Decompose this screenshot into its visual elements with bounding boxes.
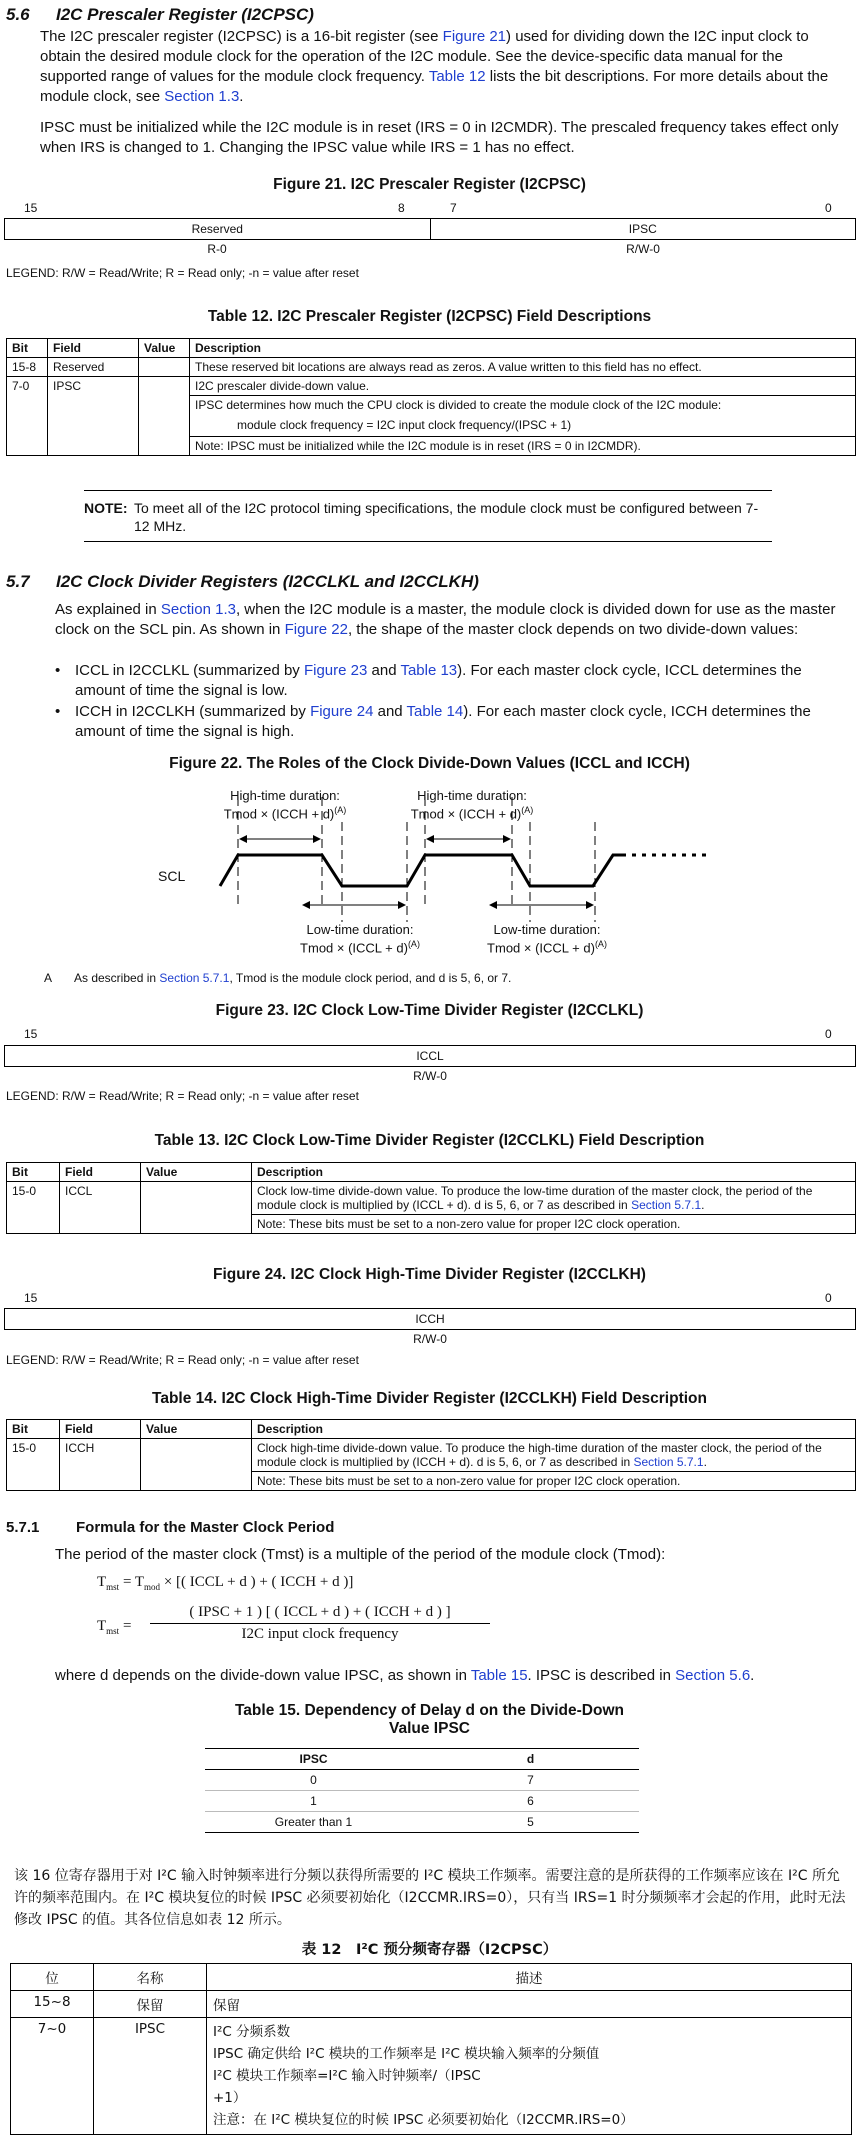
cell-field: Reserved [48,358,139,377]
section-number: 5.7.1 [6,1519,40,1536]
link-section-5-7-1[interactable]: Section 5.7.1 [631,1198,702,1212]
table-12 [6,338,856,456]
bit-label-15: 15 [24,1291,38,1305]
scl-label: SCL [158,868,186,884]
section-5-7-paragraph [55,600,850,640]
cell-name: 保留 [94,1991,207,2018]
rw-iccl: R/W-0 [413,1069,447,1083]
cell-bit: 15-0 [7,1182,60,1234]
label-text: Low-time duration: [493,922,601,937]
bit-label-15: 15 [24,1027,38,1041]
cell-bit: 15-0 [7,1439,60,1491]
chinese-table-caption: 表 12 I²C 预分频寄存器（I2CPSC） [301,1942,558,1958]
cell-value [139,358,190,377]
cell-name: IPSC [94,2018,207,2135]
rw-reserved: R-0 [207,242,227,256]
section-number: 5.6 [6,5,30,24]
link-table-13[interactable]: Table 13 [400,662,458,679]
formula-subscript: mod [144,1582,161,1592]
cell-value [141,1439,252,1491]
legend: LEGEND: R/W = Read/Write; R = Read only; -n = value after reset [6,1353,359,1367]
text: , the shape of the master clock depends on two divide-down values: [347,621,799,638]
table-row [11,1991,852,2018]
cell-description [190,396,856,437]
cell-description: Note: IPSC must be initialized while the I2C module is in reset (IRS = 0 in I2CMDR). [190,437,856,456]
section-title: Formula for the Master Clock Period [76,1519,335,1536]
table-row [205,1812,639,1833]
footnote-ref: (A) [594,939,607,949]
table-row [7,358,856,377]
footnote-ref: (A) [334,805,347,815]
cell-description: I2C prescaler divide-down value. [190,377,856,396]
low-time-label-1 [285,922,435,955]
scl-waveform [220,855,622,886]
table-14 [6,1419,856,1491]
bit-label-8: 8 [398,201,405,215]
table-15-caption [0,1702,859,1738]
text: . [701,1198,705,1212]
table-14-caption: Table 14. I2C Clock High-Time Divider Register (I2CCLKH) Field Description [152,1390,707,1407]
note-text: To meet all of the I2C protocol timing specifications, the module clock must be configured between 7-12 MHz. [134,500,759,534]
rw-ipsc: R/W-0 [626,242,660,256]
table-12-caption: Table 12. I2C Prescaler Register (I2CPSC) Field Descriptions [207,308,652,325]
section-5-7-1-paragraph-2 [55,1666,855,1686]
table-13 [6,1162,856,1234]
header-field: Field [48,339,139,358]
header-bit: Bit [7,1420,60,1439]
text: , when the I2C module is a master, the module clock is divided down for use as the master clock on the SCL pin. As shown in [55,601,836,638]
text: where d depends on the divide-down value IPSC, as shown in [55,1667,471,1684]
rw-icch: R/W-0 [413,1332,447,1346]
link-table-12[interactable]: Table 12 [428,68,486,85]
header-field: Field [60,1420,141,1439]
register-diagram-i2cpsc [4,218,856,240]
desc-line: IPSC determines how much the CPU clock is divided to create the module clock of the I2C module: [195,398,722,412]
link-figure-24[interactable]: Figure 24 [310,703,374,720]
footnote-ref: (A) [407,939,420,949]
cell-description: Note: These bits must be set to a non-zero value for proper I2C clock operation. [252,1472,856,1491]
header-bit: Bit [7,1163,60,1182]
link-section-1-3[interactable]: Section 1.3 [164,88,240,105]
cell-description [207,2018,852,2135]
cell-ipsc: 0 [205,1770,422,1791]
header-value: Value [139,339,190,358]
section-number: 5.7 [6,572,30,591]
text: ICCL in I2CCLKL (summarized by [75,662,304,679]
formula-subscript: mst [106,1582,120,1592]
cell-field: ICCH [60,1439,141,1491]
text: lists the bit descriptions. For more details about the module clock, see [40,68,829,105]
field-icch: ICCH [5,1309,856,1330]
bit-label-0: 0 [825,1291,832,1305]
formula-text: Tmod × (ICCH + d) [223,806,335,822]
cell-description [252,1182,856,1215]
formula-text: Tmod × (ICCL + d) [300,940,408,956]
table-row [7,1182,856,1215]
footnote-ref: (A) [521,805,534,815]
table-row [7,377,856,396]
text: . IPSC is described in [527,1667,676,1684]
figure-23-caption: Figure 23. I2C Clock Low-Time Divider Register (I2CCLKL) [215,1002,644,1019]
text: ) used for dividing down the I2C input clock to obtain the desired module clock for the operation of the I2C module. See the device-specific data manual for the supported range of values for the module clock frequency. [40,28,809,85]
desc-line: IPSC 确定供给 I²C 模块的工作频率是 I²C 模块输入频率的分频值 [213,2046,600,2062]
section-title: I2C Prescaler Register (I2CPSC) [56,5,314,24]
table-header-row [7,339,856,358]
note-label: NOTE: [84,500,128,516]
cell-bit: 15-8 [7,358,48,377]
caption-line: Value IPSC [389,1720,470,1737]
cell-bit: 7~0 [11,2018,94,2135]
table-13-caption: Table 13. I2C Clock Low-Time Divider Register (I2CCLKL) Field Description [154,1132,705,1149]
bit-label-0: 0 [825,201,832,215]
cell-value [141,1182,252,1234]
chinese-paragraph: 该 16 位寄存器用于对 I²C 输入时钟频率进行分频以获得所需要的 I²C 模块工作频率。需要注意的是所获得的工作频率应该在 I²C 所允许的频率范围内。在 I²C 模块复位的时候 IPSC 必须要初始化（I2CCMR.IRS=0），只有当 IRS=1 时分频频率才会起的作用，此时无法修改 IPSC 的值。其各位信息如表 12 所示。 [14,1868,846,1928]
cell-description: Note: These bits must be set to a non-zero value for proper I2C clock operation. [252,1215,856,1234]
footnote-mark: A [44,971,53,985]
figure-22-caption: Figure 22. The Roles of the Clock Divide-Down Values (ICCL and ICCH) [169,755,690,772]
bit-label-7: 7 [450,201,457,215]
bullet-text [75,702,850,742]
cell-bit: 15~8 [11,1991,94,2018]
text: ). For each master clock cycle, ICCH determines the amount of time the signal is high. [75,703,811,740]
desc-line: I²C 分频系数 [213,2024,291,2040]
link-section-5-7-1[interactable]: Section 5.7.1 [633,1455,704,1469]
text: , Tmod is the module clock period, and d is 5, 6, or 7. [229,971,512,985]
table-15 [205,1748,639,1833]
text: The I2C prescaler register (I2CPSC) is a 16-bit register (see [40,28,443,45]
cell-bit: 7-0 [7,377,48,456]
text: and [367,662,401,679]
cell-field: ICCL [60,1182,141,1234]
register-diagram-i2cclkl [4,1045,856,1067]
header-name: 名称 [94,1964,207,1991]
field-ipsc: IPSC [430,219,856,240]
cell-field: IPSC [48,377,139,456]
note-box [84,490,772,542]
formula-tmst-2-fraction [150,1604,490,1643]
label-text: High-time duration: [417,788,527,803]
header-ipsc: IPSC [205,1749,422,1770]
formula-text: = T [122,1574,145,1590]
link-table-15[interactable]: Table 15 [470,1667,528,1684]
formula-tmst-2-lhs: $T_{mst}$ = [97,1618,132,1636]
section-5-6-heading [6,5,314,25]
text: . [750,1667,755,1684]
legend: LEGEND: R/W = Read/Write; R = Read only; -n = value after reset [6,1089,359,1103]
field-iccl: ICCL [5,1046,856,1067]
text: . [703,1455,707,1469]
formula-text: T [97,1574,107,1590]
formula-denominator: I2C input clock frequency [241,1626,399,1642]
cell-ipsc: 1 [205,1791,422,1812]
text: ICCH in I2CCLKH (summarized by [75,703,311,720]
formula-subscript: mst [106,1626,120,1636]
text: Clock high-time divide-down value. To produce the high-time duration of the master clock, the period of the module clock is multiplied by (ICCH + d). d is 5, 6, or 7 as described in [257,1441,822,1469]
bit-label-0: 0 [825,1027,832,1041]
section-5-6-paragraph-2: IPSC must be initialized while the I2C module is in reset (IRS = 0 in I2CMDR). The prescaled frequency takes effect only when IRS is changed to 1. Changing the IPSC value while IRS = 1 has no effect. [40,119,839,156]
header-bit: Bit [7,339,48,358]
header-description: Description [252,1420,856,1439]
figure-22-diagram [0,782,859,967]
header-d: d [422,1749,639,1770]
header-description: Description [252,1163,856,1182]
link-section-5-7-1[interactable]: Section 5.7.1 [159,971,230,985]
cell-ipsc: Greater than 1 [205,1812,422,1833]
formula-tmst-1 [97,1574,353,1592]
section-5-7-heading [6,572,479,592]
cell-description: These reserved bit locations are always read as zeros. A value written to this field has no effect. [190,358,856,377]
cell-description [252,1439,856,1472]
header-value: Value [141,1420,252,1439]
table-row [205,1791,639,1812]
link-figure-22[interactable]: Figure 22 [284,621,348,638]
figure-21-caption: Figure 21. I2C Prescaler Register (I2CPSC) [273,176,586,193]
link-table-14[interactable]: Table 14 [406,703,464,720]
formula-text: T [97,1618,107,1634]
text: As described in [74,971,160,985]
text: . [239,88,244,105]
bullet-item-icch [55,702,850,742]
link-figure-23[interactable]: Figure 23 [303,662,368,679]
high-time-label-1 [210,788,360,821]
formula-text: Tmod × (ICCL + d) [487,940,595,956]
header-bit: 位 [11,1964,94,1991]
cell-d: 7 [422,1770,639,1791]
figure-22-footnote [44,971,511,985]
table-row [205,1770,639,1791]
label-text: High-time duration: [230,788,340,803]
link-figure-21[interactable]: Figure 21 [442,28,507,45]
desc-line: +1） [213,2090,247,2106]
table-header-row [205,1749,639,1770]
high-time-label-2 [397,788,547,821]
table-row [11,2018,852,2135]
bullet-item-iccl [55,661,850,701]
low-time-label-2 [472,922,622,955]
header-field: Field [60,1163,141,1182]
desc-formula: module clock frequency = I2C input clock frequency/(IPSC + 1) [237,418,572,432]
field-reserved: Reserved [5,219,431,240]
desc-line: 注意：在 I²C 模块复位的时候 IPSC 必须要初始化（I2CCMR.IRS=0） [213,2112,634,2128]
link-section-5-6[interactable]: Section 5.6 [675,1667,751,1684]
formula-text: Tmod × (ICCH + d) [410,806,522,822]
chinese-table-12 [10,1963,852,2135]
table-row [7,1439,856,1472]
register-diagram-i2cclkh [4,1308,856,1330]
bit-label-15: 15 [24,201,38,215]
section-5-6-paragraph-1 [40,27,840,107]
link-section-1-3[interactable]: Section 1.3 [160,601,236,618]
figure-24-caption: Figure 24. I2C Clock High-Time Divider Register (I2CCLKH) [213,1266,646,1283]
bullet-icon: • [55,662,61,679]
label-text: Low-time duration: [306,922,414,937]
bullet-icon: • [55,703,61,720]
text: ). For each master clock cycle, ICCL determines the amount of time the signal is low. [75,662,802,699]
table-header-row [7,1163,856,1182]
cell-d: 5 [422,1812,639,1833]
bullet-text [75,661,850,701]
text: Clock low-time divide-down value. To produce the low-time duration of the master clock, the period of the module clock is multiplied by (ICCL + d). d is 5, 6, or 7 as described in [257,1184,813,1212]
text: and [373,703,407,720]
cell-d: 6 [422,1791,639,1812]
legend: LEGEND: R/W = Read/Write; R = Read only; -n = value after reset [6,266,359,280]
section-5-7-1-paragraph-1: The period of the master clock (Tmst) is a multiple of the period of the module clock (Tmod): [55,1546,666,1563]
text: As explained in [55,601,161,618]
table-header-row [7,1420,856,1439]
header-description: 描述 [207,1964,852,1991]
desc-line: I²C 模块工作频率=I²C 输入时钟频率/（IPSC [213,2068,481,2084]
cell-description: 保留 [207,1991,852,2018]
formula-text: × [( ICCL + d ) + ( ICCH + d )] [163,1574,354,1590]
caption-line: Table 15. Dependency of Delay d on the Divide-Down [234,1702,624,1719]
cell-value [139,377,190,456]
section-title: I2C Clock Divider Registers (I2CCLKL and I2CCLKH) [56,572,479,591]
header-description: Description [190,339,856,358]
section-5-7-1-heading [6,1519,334,1536]
header-value: Value [141,1163,252,1182]
formula-numerator: ( IPSC + 1 ) [ ( ICCL + d ) + ( ICCH + d ) ] [150,1604,490,1624]
table-header-row [11,1964,852,1991]
